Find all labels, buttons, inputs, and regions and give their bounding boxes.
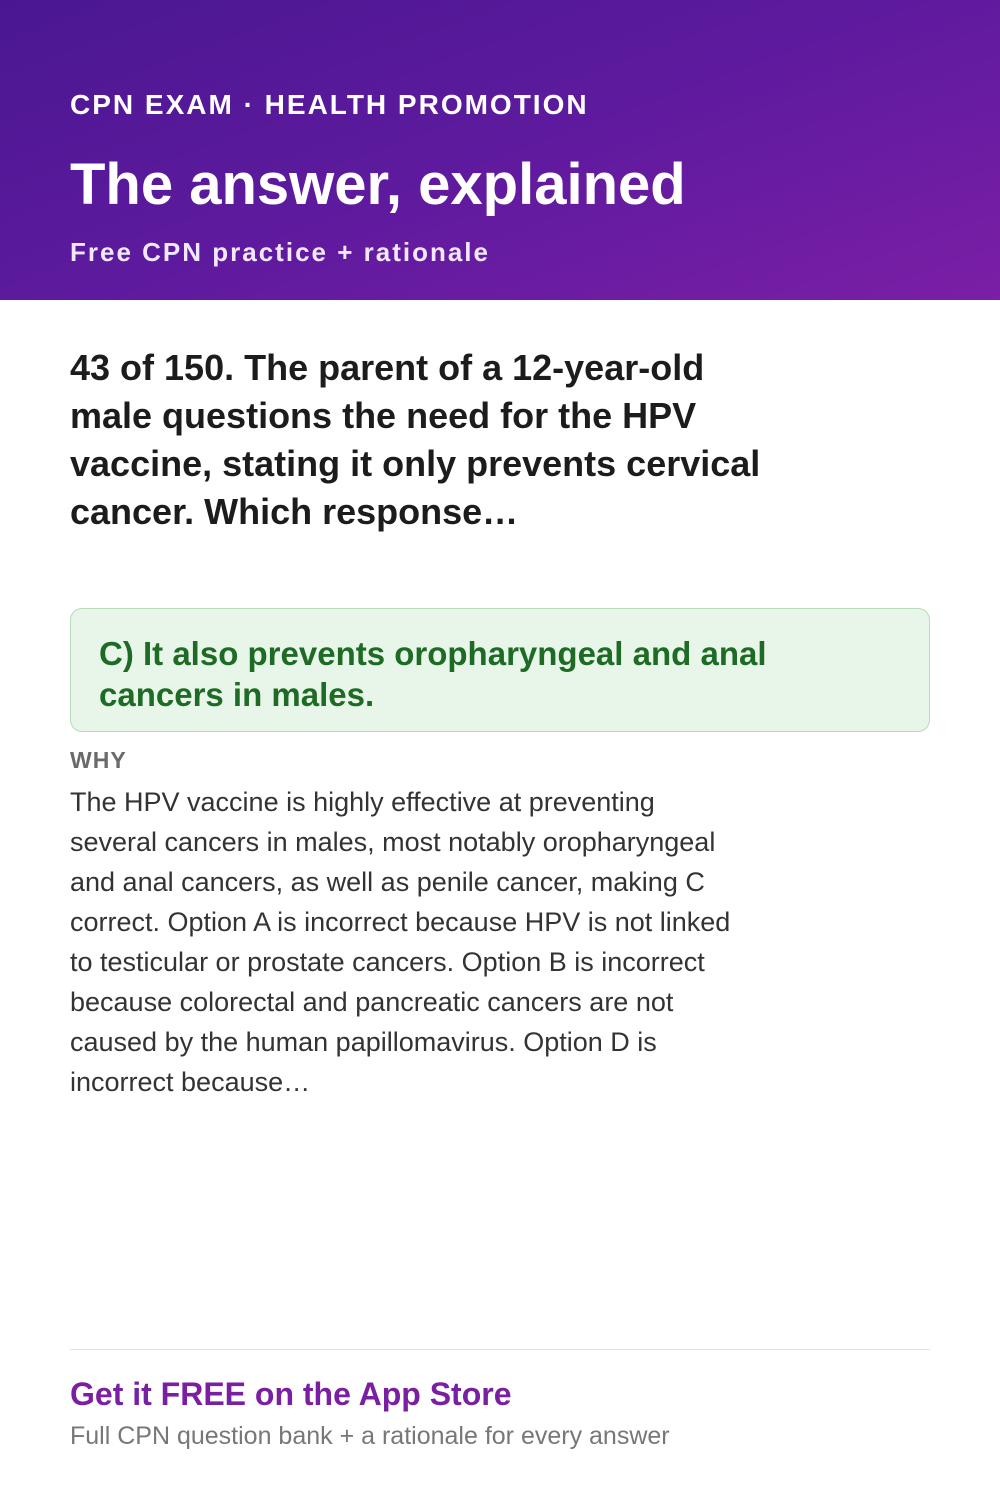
exam-category-label: CPN EXAM · HEALTH PROMOTION (70, 89, 589, 120)
page-title: The answer, explained (70, 152, 686, 217)
app-store-subtext: Full CPN question bank + a rationale for every answer (70, 1422, 670, 1450)
page-subtitle: Free CPN practice + rationale (70, 237, 490, 267)
app-store-link[interactable]: Get it FREE on the App Store (70, 1376, 512, 1412)
correct-answer-box (70, 608, 930, 732)
question-text: 43 of 150. The parent of a 12-year-old male questions the need for the HPV vaccine, stating it only prevents cervical cancer. Which response… (70, 347, 761, 532)
rationale-label: WHY (70, 747, 127, 773)
footer-divider (70, 1349, 930, 1350)
correct-answer-text: C) It also prevents oropharyngeal and anal cancers in males. (99, 635, 767, 713)
rationale-text: The HPV vaccine is highly effective at preventing several cancers in males, most notably oropharyngeal and anal cancers, as well as penile cancer, making C correct. Option A is incorrect because HPV is not linked to testicular or prostate cancers. Option B is incorrect because colorectal and pancreatic cancers are not caused by the human papillomavirus. Option D is incorrect because… (70, 787, 731, 1097)
header-banner (0, 0, 1000, 300)
